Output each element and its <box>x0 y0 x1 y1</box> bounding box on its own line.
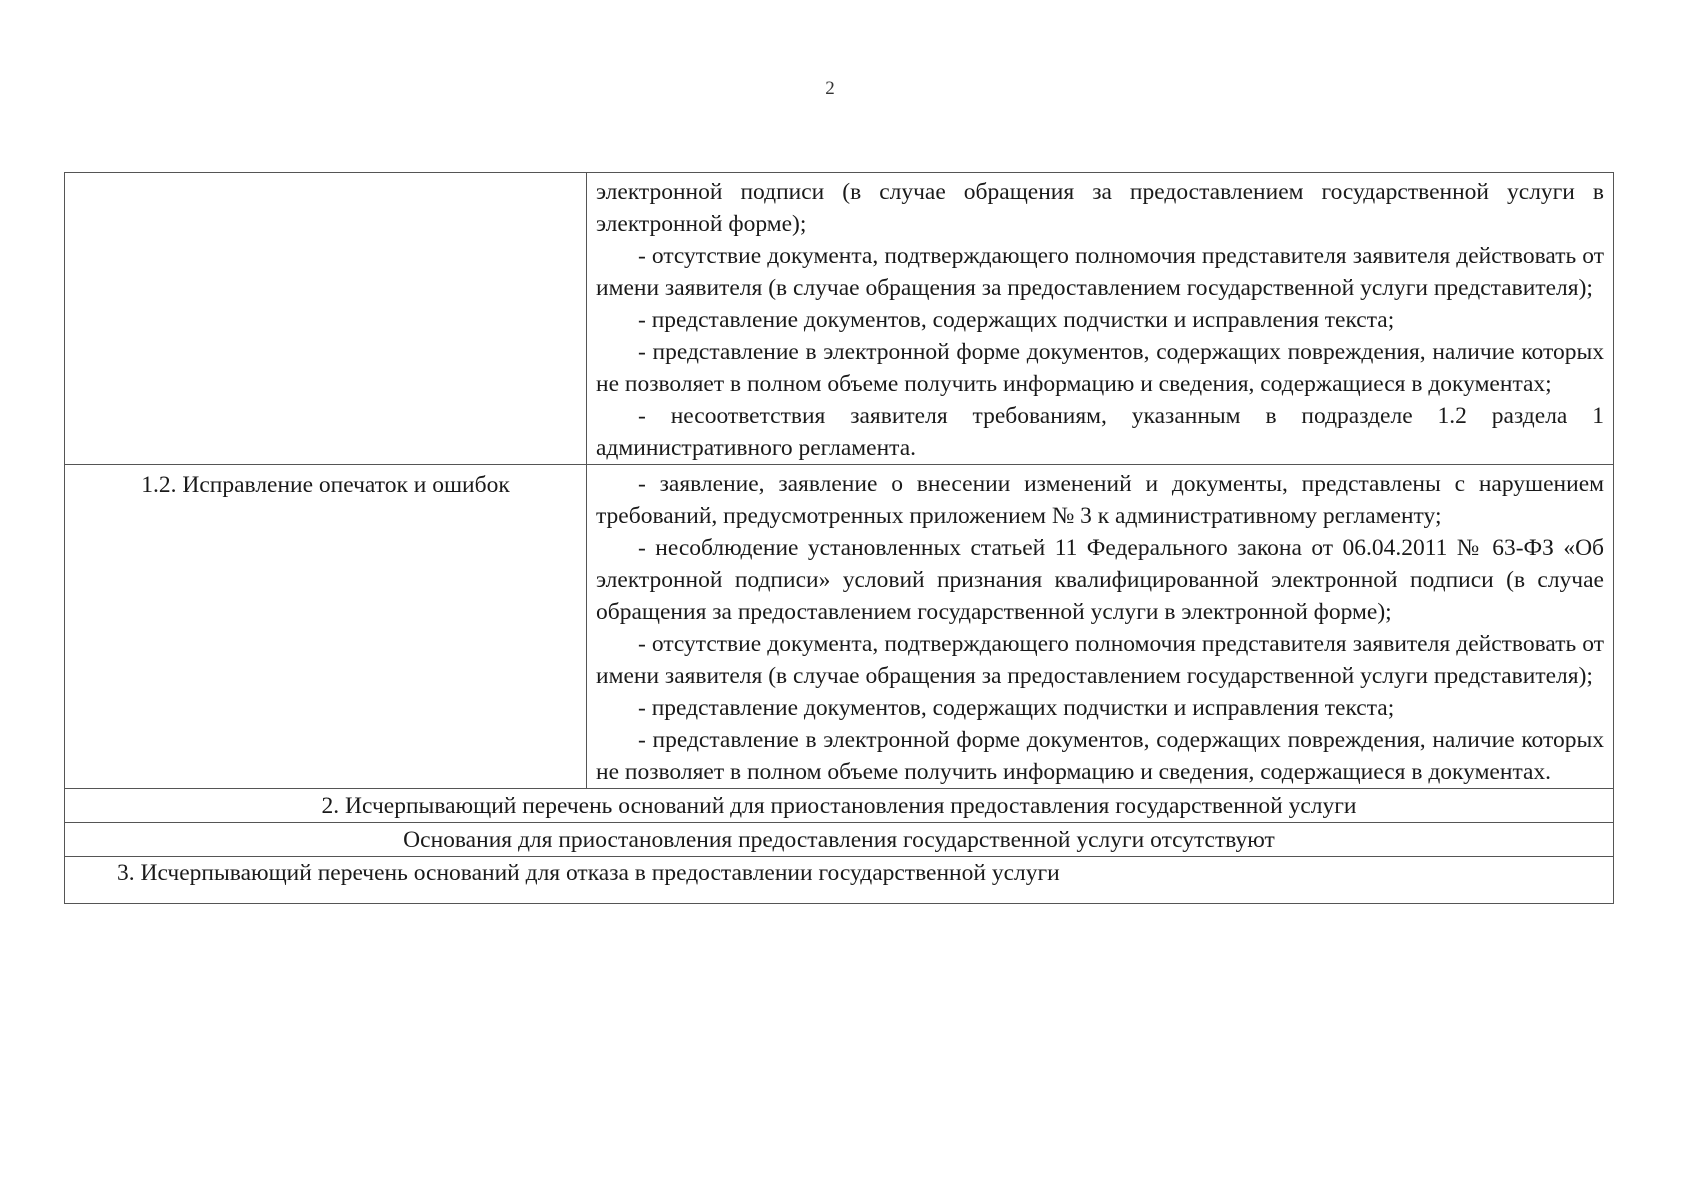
row1-paragraph-1: электронной подписи (в случае обращения за предоставлением государственной услуги в электронной форме); <box>596 179 1604 237</box>
table-row-section2-text <box>65 823 1614 857</box>
row2-paragraph-4: - представление документов, содержащих подчистки и исправления текста; <box>638 695 1395 721</box>
section2-text: Основания для приостановления предоставления государственной услуги отсутствуют <box>65 823 1614 857</box>
table-row-continuation <box>65 173 1614 465</box>
page-number: 2 <box>825 78 835 99</box>
row1-paragraph-4: - представление в электронной форме документов, содержащих повреждения, наличие которых не позволяет в полном объеме получить информацию и сведения, содержащиеся в документах; <box>596 339 1604 397</box>
row2-paragraph-1: - заявление, заявление о внесении изменений и документы, представлены с нарушением требований, предусмотренных приложением № 3 к административному регламенту; <box>596 471 1604 529</box>
row1-left-cell <box>65 173 587 465</box>
row2-right-cell <box>587 465 1614 789</box>
section3-heading: 3. Исчерпывающий перечень оснований для отказа в предоставлении государственной услуги <box>65 857 1614 904</box>
row2-paragraph-5: - представление в электронной форме документов, содержащих повреждения, наличие которых не позволяет в полном объеме получить информацию и сведения, содержащиеся в документах. <box>596 727 1604 785</box>
row2-paragraph-3: - отсутствие документа, подтверждающего полномочия представителя заявителя действовать от имени заявителя (в случае обращения за предоставлением государственной услуги представителя); <box>596 631 1604 689</box>
row1-right-cell <box>587 173 1614 465</box>
row2-left-label: 1.2. Исправление опечаток и ошибок <box>141 472 510 498</box>
row1-paragraph-3: - представление документов, содержащих подчистки и исправления текста; <box>638 307 1395 333</box>
row1-paragraph-5: - несоответствия заявителя требованиям, указанным в подразделе 1.2 раздела 1 административного регламента. <box>596 403 1604 461</box>
row2-left-cell <box>65 465 587 789</box>
row2-paragraph-2: - несоблюдение установленных статьей 11 Федерального закона от 06.04.2011 № 63-ФЗ «Об электронной подписи» условий признания квалифицированной электронной подписи (в случае обращения за предоставлением государственной услуги в электронной форме); <box>596 535 1604 625</box>
table-row-section3-heading <box>65 857 1614 904</box>
table-row-section2-heading <box>65 789 1614 823</box>
grounds-table <box>64 172 1614 904</box>
table-row-typo-correction <box>65 465 1614 789</box>
section2-heading: 2. Исчерпывающий перечень оснований для приостановления предоставления государственной услуги <box>65 789 1614 823</box>
row1-paragraph-2: - отсутствие документа, подтверждающего полномочия представителя заявителя действовать от имени заявителя (в случае обращения за предоставлением государственной услуги представителя); <box>596 243 1604 301</box>
